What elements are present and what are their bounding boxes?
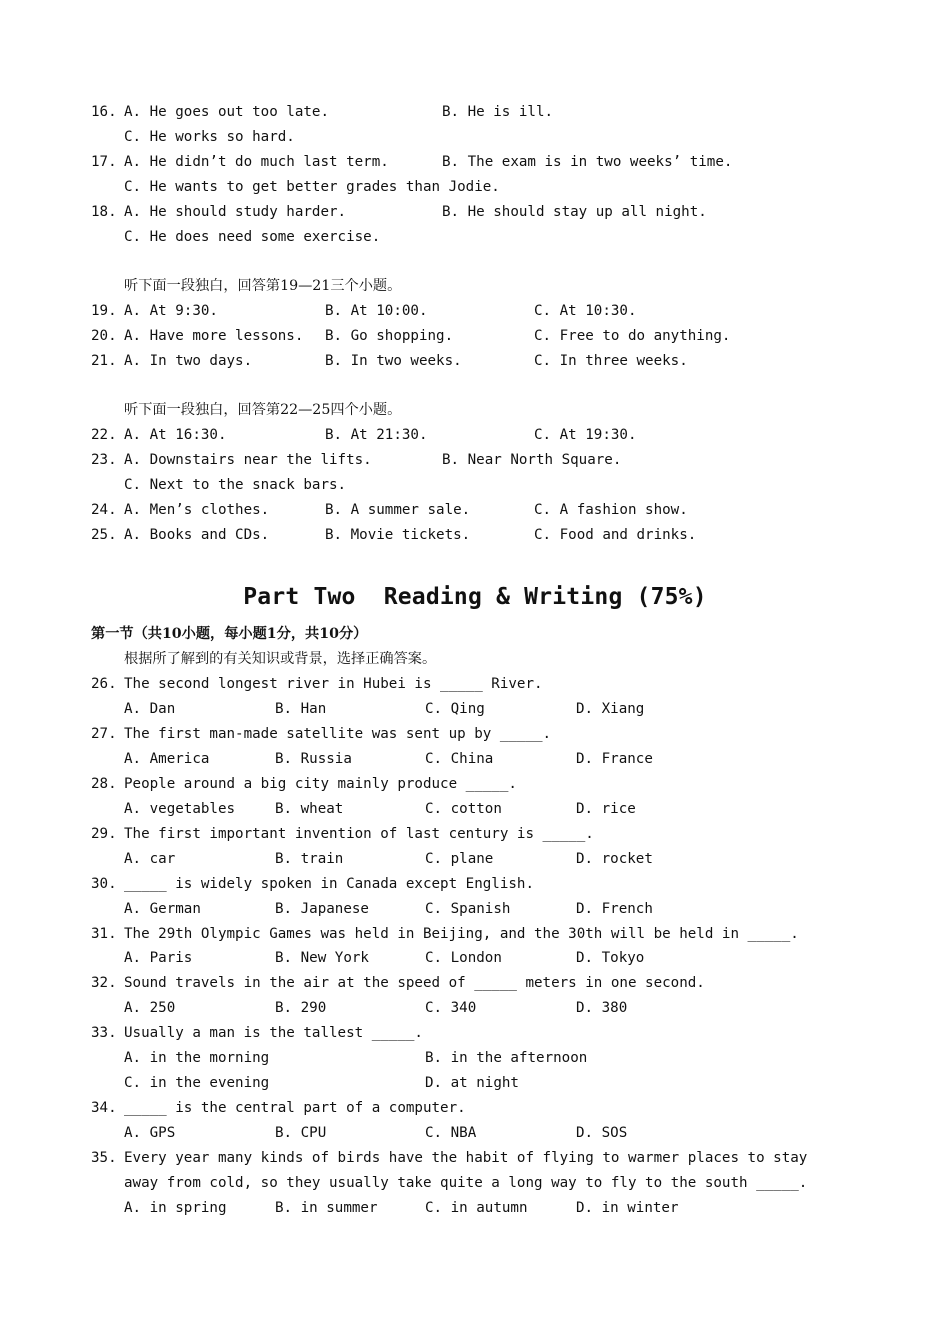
- question-number: 33.: [91, 1025, 117, 1041]
- question-number: 29.: [91, 826, 117, 842]
- question-stem: Usually a man is the tallest _____.: [124, 1025, 423, 1041]
- question-23-line2: [0, 473, 950, 498]
- option-a: A. car: [124, 851, 176, 867]
- option-a: A. Dan: [124, 701, 176, 717]
- option-a: A. vegetables: [124, 801, 236, 817]
- question-27: [0, 722, 950, 747]
- question-33-options-row1: [0, 1046, 950, 1071]
- option-d: D. at night: [425, 1075, 519, 1091]
- monologue-instruction: [0, 398, 950, 423]
- question-30: [0, 872, 950, 897]
- option-d: D. French: [576, 901, 653, 917]
- question-stem: _____ is the central part of a computer.: [124, 1100, 466, 1116]
- option-d: D. SOS: [576, 1125, 628, 1141]
- option-c: C. Qing: [425, 701, 485, 717]
- option-b: B. in the afternoon: [425, 1050, 588, 1066]
- option-b: B. Han: [275, 701, 327, 717]
- question-17-line2: [0, 175, 950, 200]
- option-a: A. America: [124, 751, 210, 767]
- question-35: [0, 1146, 950, 1171]
- option-d: D. Tokyo: [576, 950, 645, 966]
- question-number: 22.: [91, 427, 117, 443]
- option-b: B. In two weeks.: [325, 353, 462, 369]
- option-c: C. He wants to get better grades than Jodie.: [124, 179, 500, 195]
- question-number: 31.: [91, 926, 117, 942]
- question-34-options: [0, 1121, 950, 1146]
- option-c: C. Free to do anything.: [534, 328, 731, 344]
- question-number: 20.: [91, 328, 117, 344]
- option-b: B. At 10:00.: [325, 303, 428, 319]
- option-c: C. In three weeks.: [534, 353, 688, 369]
- question-28-options: [0, 797, 950, 822]
- question-number: 27.: [91, 726, 117, 742]
- question-34: [0, 1096, 950, 1121]
- option-d: D. France: [576, 751, 653, 767]
- question-20: [0, 324, 950, 349]
- option-d: D. 380: [576, 1000, 628, 1016]
- option-d: D. rocket: [576, 851, 653, 867]
- question-29: [0, 822, 950, 847]
- option-c: C. cotton: [425, 801, 502, 817]
- option-d: D. rice: [576, 801, 636, 817]
- question-stem-continued: away from cold, so they usually take quite a long way to fly to the south _____.: [124, 1175, 808, 1191]
- option-b: B. Movie tickets.: [325, 527, 471, 543]
- question-23: [0, 448, 950, 473]
- question-22: [0, 423, 950, 448]
- option-a: A. At 16:30.: [124, 427, 227, 443]
- option-b: B. Go shopping.: [325, 328, 454, 344]
- question-26-options: [0, 697, 950, 722]
- question-number: 21.: [91, 353, 117, 369]
- option-c: C. in the evening: [124, 1075, 270, 1091]
- question-31-options: [0, 946, 950, 971]
- option-a: A. German: [124, 901, 201, 917]
- section-instruction-line: [0, 647, 950, 672]
- question-stem: _____ is widely spoken in Canada except English.: [124, 876, 534, 892]
- option-b: B. A summer sale.: [325, 502, 471, 518]
- question-25: [0, 523, 950, 548]
- option-c: C. plane: [425, 851, 494, 867]
- question-stem: People around a big city mainly produce _____.: [124, 776, 517, 792]
- instruction-text: 听下面一段独白，回答第19—21三个小题。: [124, 278, 402, 294]
- question-21: [0, 349, 950, 374]
- question-30-options: [0, 897, 950, 922]
- option-c: C. At 19:30.: [534, 427, 637, 443]
- question-27-options: [0, 747, 950, 772]
- question-number: 32.: [91, 975, 117, 991]
- option-b: B. He should stay up all night.: [442, 204, 707, 220]
- option-c: C. Next to the snack bars.: [124, 477, 347, 493]
- question-28: [0, 772, 950, 797]
- question-stem: Sound travels in the air at the speed of _____ meters in one second.: [124, 975, 705, 991]
- option-a: A. In two days.: [124, 353, 253, 369]
- instruction-text: 听下面一段独白，回答第22—25四个小题。: [124, 402, 402, 418]
- question-number: 26.: [91, 676, 117, 692]
- question-number: 16.: [91, 104, 117, 120]
- question-17: [0, 150, 950, 175]
- option-b: B. CPU: [275, 1125, 327, 1141]
- section-heading-line: [0, 622, 950, 647]
- question-18: [0, 200, 950, 225]
- option-a: A. Paris: [124, 950, 193, 966]
- option-b: B. Japanese: [275, 901, 369, 917]
- question-stem: Every year many kinds of birds have the habit of flying to warmer places to stay: [124, 1150, 808, 1166]
- option-a: A. GPS: [124, 1125, 176, 1141]
- option-b: B. At 21:30.: [325, 427, 428, 443]
- option-c: C. 340: [425, 1000, 477, 1016]
- question-number: 23.: [91, 452, 117, 468]
- part-title: Part Two Reading & Writing (75%): [243, 584, 707, 610]
- option-b: B. 290: [275, 1000, 327, 1016]
- option-b: B. wheat: [275, 801, 344, 817]
- question-stem: The first man-made satellite was sent up by _____.: [124, 726, 552, 742]
- question-35-options: [0, 1196, 950, 1221]
- option-a: A. He goes out too late.: [124, 104, 329, 120]
- question-24: [0, 498, 950, 523]
- option-c: C. Food and drinks.: [534, 527, 697, 543]
- question-stem: The 29th Olympic Games was held in Beijing, and the 30th will be held in _____.: [124, 926, 799, 942]
- option-c: C. He works so hard.: [124, 129, 295, 145]
- option-c: C. NBA: [425, 1125, 477, 1141]
- option-b: B. He is ill.: [442, 104, 554, 120]
- question-number: 18.: [91, 204, 117, 220]
- option-a: A. Have more lessons.: [124, 328, 304, 344]
- question-26: [0, 672, 950, 697]
- option-a: A. Books and CDs.: [124, 527, 270, 543]
- option-b: B. train: [275, 851, 344, 867]
- option-b: B. Near North Square.: [442, 452, 622, 468]
- option-a: A. Men’s clothes.: [124, 502, 270, 518]
- question-stem: The second longest river in Hubei is _____ River.: [124, 676, 543, 692]
- question-33-options-row2: [0, 1071, 950, 1096]
- question-16-line2: [0, 125, 950, 150]
- option-a: A. He should study harder.: [124, 204, 347, 220]
- question-number: 19.: [91, 303, 117, 319]
- option-b: B. The exam is in two weeks’ time.: [442, 154, 733, 170]
- question-33: [0, 1021, 950, 1046]
- question-29-options: [0, 847, 950, 872]
- option-b: B. Russia: [275, 751, 352, 767]
- question-31: [0, 922, 950, 947]
- section-instruction: 根据所了解到的有关知识或背景，选择正确答案。: [124, 651, 437, 667]
- option-a: A. At 9:30.: [124, 303, 218, 319]
- question-number: 30.: [91, 876, 117, 892]
- option-a: A. in the morning: [124, 1050, 270, 1066]
- question-16: [0, 100, 950, 125]
- option-a: A. Downstairs near the lifts.: [124, 452, 372, 468]
- option-d: D. in winter: [576, 1200, 679, 1216]
- question-number: 34.: [91, 1100, 117, 1116]
- option-c: C. A fashion show.: [534, 502, 688, 518]
- option-a: A. 250: [124, 1000, 176, 1016]
- option-b: B. New York: [275, 950, 369, 966]
- option-b: B. in summer: [275, 1200, 378, 1216]
- option-c: C. He does need some exercise.: [124, 229, 381, 245]
- option-a: A. He didn’t do much last term.: [124, 154, 389, 170]
- section-heading: 第一节（共10小题，每小题1分，共10分）: [91, 626, 368, 642]
- question-number: 24.: [91, 502, 117, 518]
- question-32-options: [0, 996, 950, 1021]
- question-number: 25.: [91, 527, 117, 543]
- question-number: 17.: [91, 154, 117, 170]
- question-number: 28.: [91, 776, 117, 792]
- option-d: D. Xiang: [576, 701, 645, 717]
- question-35-line2: [0, 1171, 950, 1196]
- option-c: C. London: [425, 950, 502, 966]
- question-number: 35.: [91, 1150, 117, 1166]
- question-32: [0, 971, 950, 996]
- option-a: A. in spring: [124, 1200, 227, 1216]
- option-c: C. At 10:30.: [534, 303, 637, 319]
- option-c: C. Spanish: [425, 901, 511, 917]
- option-c: C. China: [425, 751, 494, 767]
- monologue-instruction: [0, 274, 950, 299]
- question-19: [0, 299, 950, 324]
- option-c: C. in autumn: [425, 1200, 528, 1216]
- question-18-line2: [0, 225, 950, 250]
- question-stem: The first important invention of last century is _____.: [124, 826, 594, 842]
